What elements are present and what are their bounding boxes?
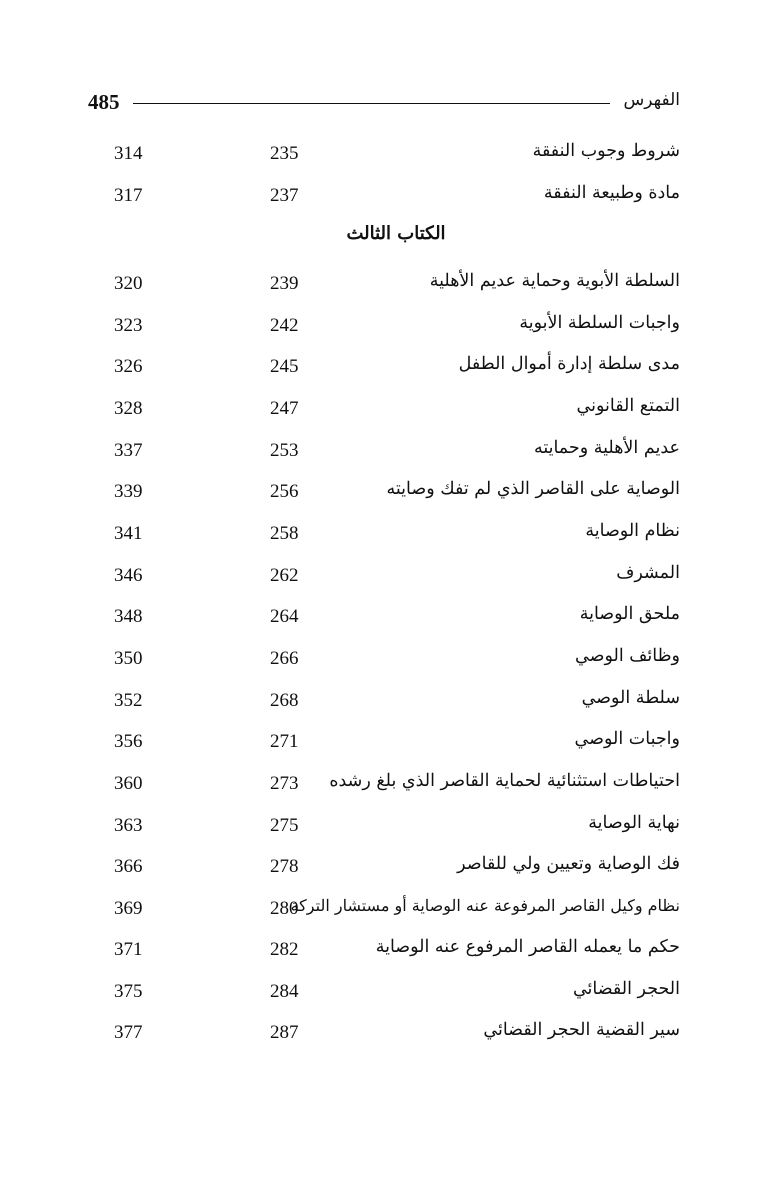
entry-title: ملحق الوصاية <box>579 604 680 624</box>
entry-number-right: 363 <box>114 815 143 836</box>
entry-number-left: 264 <box>270 606 299 627</box>
entry-number-right: 323 <box>114 315 143 336</box>
index-entry <box>88 815 684 845</box>
entry-number-right: 328 <box>114 398 143 419</box>
index-entry <box>88 143 684 173</box>
entry-number-left: 247 <box>270 398 299 419</box>
index-entry <box>88 606 684 636</box>
index-entry <box>88 315 684 345</box>
entry-title: المشرف <box>616 563 680 583</box>
entry-title: السلطة الأبوية وحماية عديم الأهلية <box>429 271 680 291</box>
entry-number-left: 256 <box>270 481 299 502</box>
entry-number-left: 287 <box>270 1022 299 1043</box>
entry-title: واجبات السلطة الأبوية <box>519 313 680 333</box>
entry-number-right: 341 <box>114 523 143 544</box>
entry-title: نهاية الوصاية <box>588 813 680 833</box>
entry-number-left: 258 <box>270 523 299 544</box>
entry-title: الحجر القضائي <box>572 979 680 999</box>
entry-title: الوصاية على القاصر الذي لم تفك وصايته <box>386 479 680 499</box>
entry-number-left: 262 <box>270 565 299 586</box>
entry-number-left: 282 <box>270 939 299 960</box>
entry-number-left: 271 <box>270 731 299 752</box>
index-entry <box>88 939 684 969</box>
entry-title: سلطة الوصي <box>581 688 680 708</box>
section-heading <box>88 223 684 244</box>
entry-number-right: 371 <box>114 939 143 960</box>
entry-number-right: 348 <box>114 606 143 627</box>
index-entry <box>88 731 684 761</box>
index-entry <box>88 481 684 511</box>
entry-title: نظام الوصاية <box>585 521 680 541</box>
index-entry <box>88 648 684 678</box>
entry-title: واجبات الوصي <box>574 729 680 749</box>
entry-number-right: 320 <box>114 273 143 294</box>
entry-number-left: 266 <box>270 648 299 669</box>
entry-number-left: 253 <box>270 440 299 461</box>
entry-number-left: 242 <box>270 315 299 336</box>
page-header <box>88 90 680 120</box>
entry-title: مادة وطبيعة النفقة <box>543 183 680 203</box>
entry-number-left: 275 <box>270 815 299 836</box>
entry-number-left: 273 <box>270 773 299 794</box>
entry-title: احتياطات استثنائية لحماية القاصر الذي بلغ رشده <box>329 771 680 791</box>
index-entry <box>88 1022 684 1052</box>
index-entry <box>88 273 684 303</box>
header-rule <box>133 103 610 104</box>
index-entry <box>88 440 684 470</box>
entry-number-right: 352 <box>114 690 143 711</box>
entry-number-right: 356 <box>114 731 143 752</box>
section-heading-text: الكتاب الثالث <box>346 223 446 244</box>
entry-number-left: 235 <box>270 143 299 164</box>
index-entry <box>88 356 684 386</box>
index-entry <box>88 898 684 928</box>
running-title: الفهرس <box>623 90 680 110</box>
index-entry <box>88 523 684 553</box>
entry-number-right: 314 <box>114 143 143 164</box>
page-number: 485 <box>88 90 120 114</box>
entry-number-left: 268 <box>270 690 299 711</box>
entry-number-right: 339 <box>114 481 143 502</box>
entry-title: التمتع القانوني <box>576 396 680 416</box>
index-entry <box>88 565 684 595</box>
entry-title: مدى سلطة إدارة أموال الطفل <box>458 354 680 374</box>
entry-title: شروط وجوب النفقة <box>532 141 680 161</box>
index-entry <box>88 856 684 886</box>
entry-number-right: 366 <box>114 856 143 877</box>
index-entry <box>88 981 684 1011</box>
entry-number-left: 284 <box>270 981 299 1002</box>
entry-number-right: 346 <box>114 565 143 586</box>
entry-number-left: 239 <box>270 273 299 294</box>
index-entry <box>88 773 684 803</box>
entry-number-right: 377 <box>114 1022 143 1043</box>
index-entry <box>88 690 684 720</box>
entry-number-left: 280 <box>270 898 299 919</box>
entry-title: حكم ما يعمله القاصر المرفوع عنه الوصاية <box>375 937 680 957</box>
entry-number-left: 237 <box>270 185 299 206</box>
index-entry <box>88 185 684 215</box>
entry-title: سير القضية الحجر القضائي <box>483 1020 680 1040</box>
entry-title: فك الوصاية وتعيين ولي للقاصر <box>457 854 680 874</box>
entry-number-right: 326 <box>114 356 143 377</box>
entry-number-right: 360 <box>114 773 143 794</box>
entry-title: نظام وكيل القاصر المرفوعة عنه الوصاية أو مستشار التركة <box>290 896 680 915</box>
entry-title: وظائف الوصي <box>575 646 680 666</box>
entry-number-left: 245 <box>270 356 299 377</box>
entry-number-right: 375 <box>114 981 143 1002</box>
entry-title: عديم الأهلية وحمايته <box>533 438 680 458</box>
entry-number-right: 350 <box>114 648 143 669</box>
entry-number-right: 369 <box>114 898 143 919</box>
entry-number-right: 337 <box>114 440 143 461</box>
entry-number-right: 317 <box>114 185 143 206</box>
entry-number-left: 278 <box>270 856 299 877</box>
index-entry <box>88 398 684 428</box>
